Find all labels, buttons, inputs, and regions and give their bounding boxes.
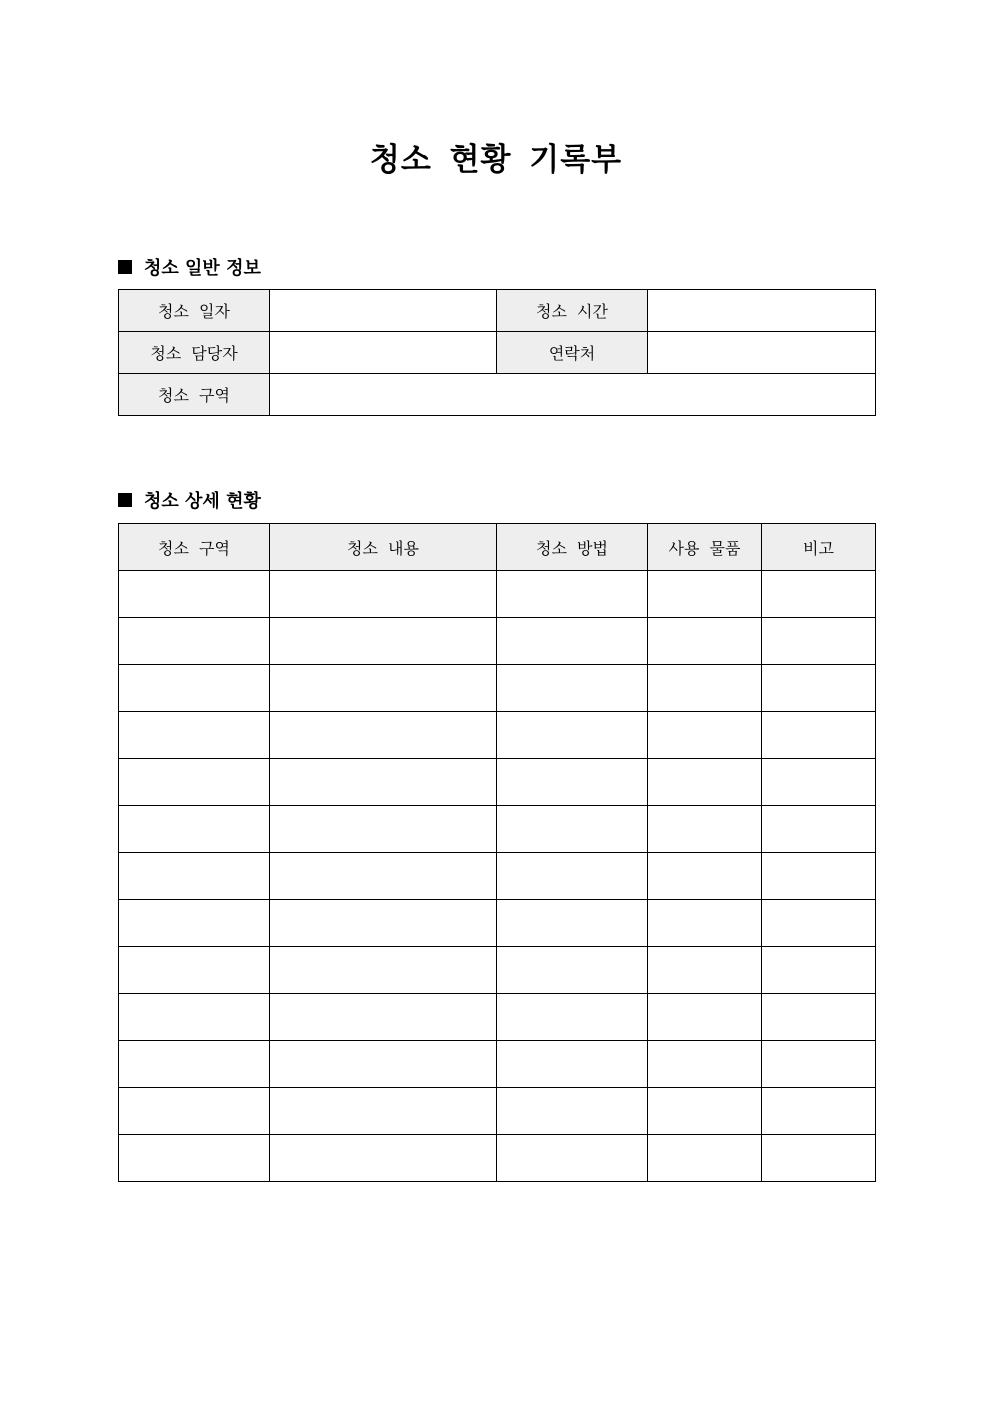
general-info-heading	[118, 254, 261, 280]
remarks-cell[interactable]	[762, 665, 876, 712]
table-row	[119, 806, 876, 853]
details-table-body	[119, 571, 876, 1182]
table-row	[119, 618, 876, 665]
page-title: 청소 현황 기록부	[369, 142, 623, 178]
area-cell[interactable]	[119, 1135, 270, 1182]
supplies-cell[interactable]	[648, 853, 762, 900]
content-cell[interactable]	[270, 947, 497, 994]
remarks-cell[interactable]	[762, 1041, 876, 1088]
date-field[interactable]	[270, 290, 497, 332]
content-cell[interactable]	[270, 665, 497, 712]
method-cell[interactable]	[497, 759, 648, 806]
supplies-cell[interactable]	[648, 712, 762, 759]
supplies-cell[interactable]	[648, 665, 762, 712]
supplies-cell[interactable]	[648, 759, 762, 806]
table-row	[119, 1041, 876, 1088]
remarks-cell[interactable]	[762, 900, 876, 947]
area-cell[interactable]	[119, 1041, 270, 1088]
square-bullet-icon	[118, 260, 132, 274]
method-cell[interactable]	[497, 618, 648, 665]
content-cell[interactable]	[270, 618, 497, 665]
table-row	[119, 759, 876, 806]
remarks-cell[interactable]	[762, 759, 876, 806]
area-cell[interactable]	[119, 571, 270, 618]
info-row-manager-contact	[119, 332, 876, 374]
content-cell[interactable]	[270, 712, 497, 759]
table-row	[119, 853, 876, 900]
column-header-method: 청소 방법	[497, 524, 648, 571]
method-cell[interactable]	[497, 900, 648, 947]
table-row	[119, 994, 876, 1041]
method-cell[interactable]	[497, 947, 648, 994]
method-cell[interactable]	[497, 712, 648, 759]
label-manager: 청소 담당자	[119, 332, 270, 374]
area-cell[interactable]	[119, 994, 270, 1041]
column-header-content: 청소 내용	[270, 524, 497, 571]
method-cell[interactable]	[497, 665, 648, 712]
table-row	[119, 571, 876, 618]
content-cell[interactable]	[270, 1088, 497, 1135]
contact-field[interactable]	[648, 332, 876, 374]
content-cell[interactable]	[270, 1135, 497, 1182]
info-row-date-time	[119, 290, 876, 332]
remarks-cell[interactable]	[762, 1135, 876, 1182]
area-cell[interactable]	[119, 1088, 270, 1135]
remarks-cell[interactable]	[762, 1088, 876, 1135]
remarks-cell[interactable]	[762, 994, 876, 1041]
remarks-cell[interactable]	[762, 853, 876, 900]
remarks-cell[interactable]	[762, 618, 876, 665]
content-cell[interactable]	[270, 853, 497, 900]
details-heading-text: 청소 상세 현황	[144, 491, 261, 512]
info-row-area	[119, 374, 876, 416]
supplies-cell[interactable]	[648, 571, 762, 618]
area-cell[interactable]	[119, 618, 270, 665]
label-time: 청소 시간	[497, 290, 648, 332]
column-header-area: 청소 구역	[119, 524, 270, 571]
column-header-supplies: 사용 물품	[648, 524, 762, 571]
method-cell[interactable]	[497, 853, 648, 900]
remarks-cell[interactable]	[762, 712, 876, 759]
details-table	[118, 523, 876, 1182]
supplies-cell[interactable]	[648, 806, 762, 853]
details-header-row	[119, 524, 876, 571]
details-heading	[118, 487, 261, 513]
manager-field[interactable]	[270, 332, 497, 374]
supplies-cell[interactable]	[648, 618, 762, 665]
content-cell[interactable]	[270, 571, 497, 618]
area-cell[interactable]	[119, 947, 270, 994]
content-cell[interactable]	[270, 806, 497, 853]
content-cell[interactable]	[270, 994, 497, 1041]
content-cell[interactable]	[270, 900, 497, 947]
label-area: 청소 구역	[119, 374, 270, 416]
method-cell[interactable]	[497, 1135, 648, 1182]
remarks-cell[interactable]	[762, 947, 876, 994]
supplies-cell[interactable]	[648, 1041, 762, 1088]
table-row	[119, 1088, 876, 1135]
label-contact: 연락처	[497, 332, 648, 374]
area-field[interactable]	[270, 374, 876, 416]
time-field[interactable]	[648, 290, 876, 332]
supplies-cell[interactable]	[648, 994, 762, 1041]
column-header-remarks: 비고	[762, 524, 876, 571]
area-cell[interactable]	[119, 759, 270, 806]
remarks-cell[interactable]	[762, 806, 876, 853]
area-cell[interactable]	[119, 853, 270, 900]
label-date: 청소 일자	[119, 290, 270, 332]
method-cell[interactable]	[497, 1088, 648, 1135]
method-cell[interactable]	[497, 994, 648, 1041]
method-cell[interactable]	[497, 806, 648, 853]
table-row	[119, 1135, 876, 1182]
method-cell[interactable]	[497, 571, 648, 618]
content-cell[interactable]	[270, 1041, 497, 1088]
content-cell[interactable]	[270, 759, 497, 806]
table-row	[119, 900, 876, 947]
general-info-heading-text: 청소 일반 정보	[144, 258, 261, 279]
table-row	[119, 665, 876, 712]
remarks-cell[interactable]	[762, 571, 876, 618]
table-row	[119, 947, 876, 994]
supplies-cell[interactable]	[648, 900, 762, 947]
general-info-table	[118, 289, 876, 416]
supplies-cell[interactable]	[648, 1135, 762, 1182]
area-cell[interactable]	[119, 806, 270, 853]
supplies-cell[interactable]	[648, 1088, 762, 1135]
area-cell[interactable]	[119, 665, 270, 712]
area-cell[interactable]	[119, 712, 270, 759]
area-cell[interactable]	[119, 900, 270, 947]
method-cell[interactable]	[497, 1041, 648, 1088]
square-bullet-icon	[118, 493, 132, 507]
supplies-cell[interactable]	[648, 947, 762, 994]
table-row	[119, 712, 876, 759]
